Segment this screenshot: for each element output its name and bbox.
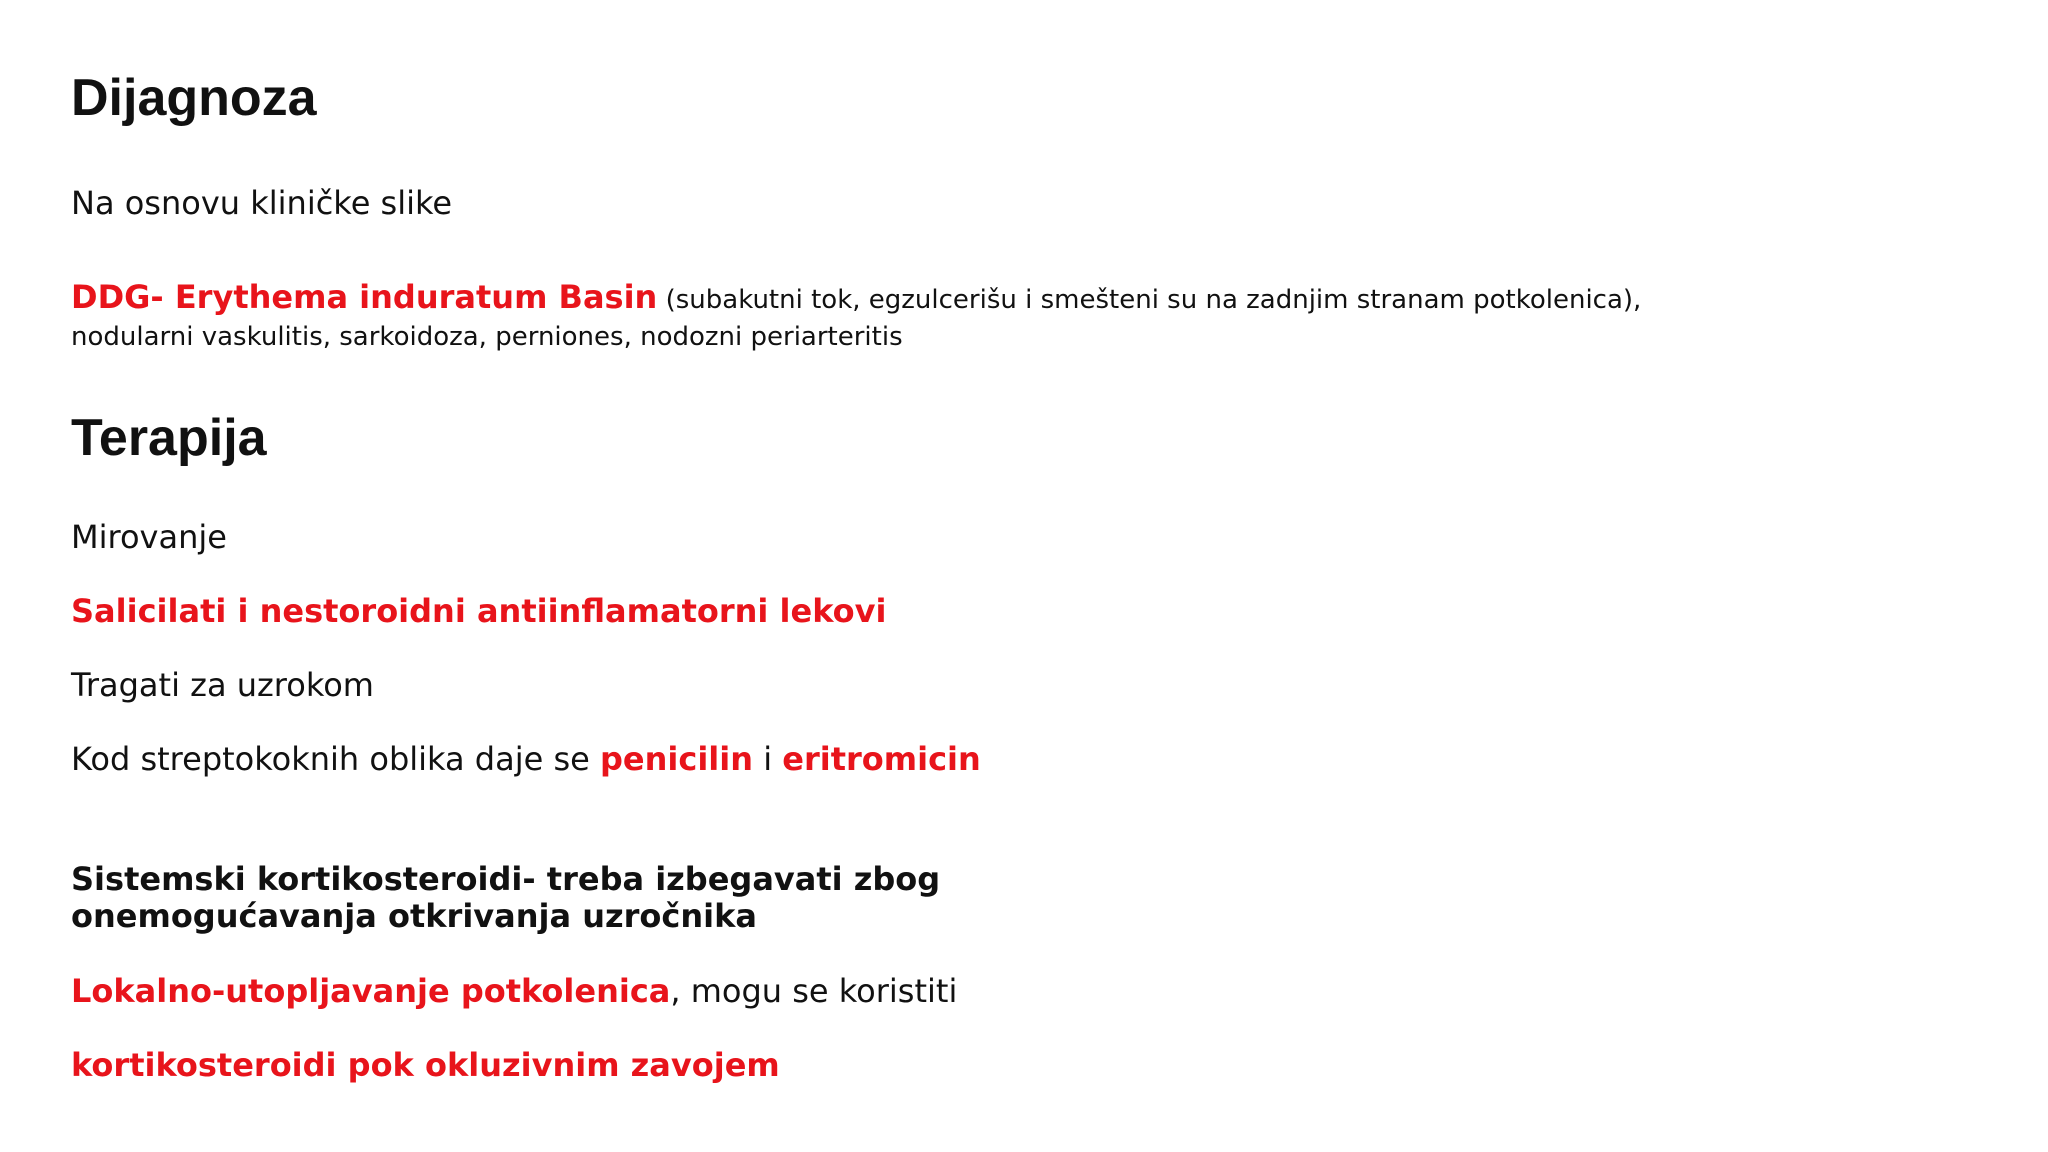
steroids-line-1: Sistemski kortikosteroidi- treba izbegavati zbog [71, 860, 941, 898]
strep-drug-penicilin: penicilin [600, 740, 754, 778]
therapy-heading: Terapija [71, 409, 267, 467]
therapy-cause: Tragati za uzrokom [71, 666, 374, 704]
local-line [71, 972, 957, 1010]
diagnosis-heading: Dijagnoza [71, 69, 317, 127]
occlusive-line: kortikosteroidi pok okluzivnim zavojem [71, 1046, 780, 1084]
therapy-salicylates: Salicilati i nestoroidni antiinflamatorni lekovi [71, 592, 887, 630]
therapy-strep [71, 740, 981, 778]
strep-drug-eritromicin: eritromicin [782, 740, 981, 778]
ddg-highlight: DDG- Erythema induratum Basin [71, 278, 658, 316]
diagnosis-basis: Na osnovu kliničke slike [71, 184, 453, 222]
local-highlight: Lokalno-utopljavanje potkolenica [71, 972, 671, 1010]
steroids-line-2: onemogućavanja otkrivanja uzročnika [71, 897, 757, 935]
strep-prefix: Kod streptokoknih oblika daje se [71, 740, 600, 778]
local-rest: , mogu se koristiti [670, 972, 958, 1010]
therapy-rest: Mirovanje [71, 518, 227, 556]
strep-and: i [753, 740, 783, 778]
ddg-line [71, 278, 1641, 316]
ddg-note: (subakutni tok, egzulcerišu i smešteni su na zadnjim stranam potkolenica), [657, 285, 1642, 315]
ddg-line-2: nodularni vaskulitis, sarkoidoza, perniones, nodozni periarteritis [71, 322, 903, 352]
